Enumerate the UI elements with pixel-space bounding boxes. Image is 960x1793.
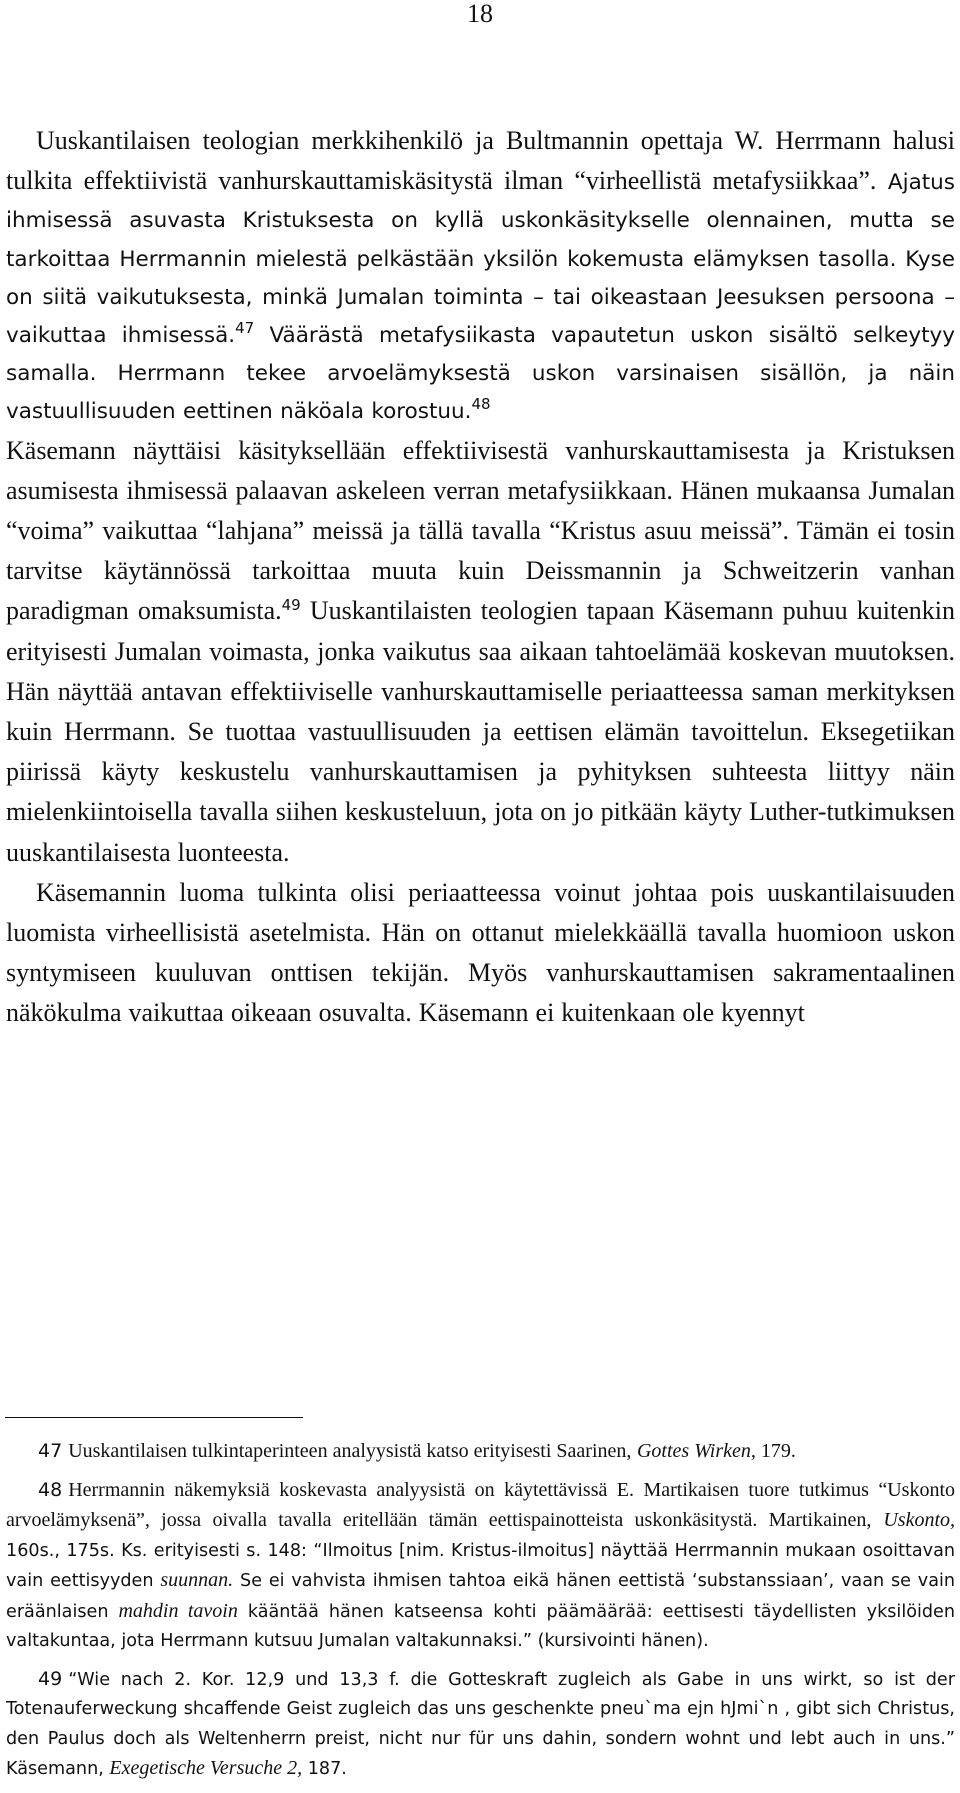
paragraph-1-text-b: Väärästä metafysiikasta vapautetun uskon sisältö selkeytyy samalla. Herrmann tekee arvoelämyksestä uskon varsinaisen sisällön, ja näin vastuullisuuden eettinen näköala korostuu.: [6, 323, 955, 425]
footnote-text: Se ei vahvista ihmisen tahtoa eikä hänen eettistä ‘substanssiaan’, vaan se vain eräänlaisen: [6, 1571, 956, 1622]
footnote-ref-49[interactable]: 49: [281, 596, 301, 615]
footnote-title: Exegetische Versuche 2,: [109, 1757, 303, 1779]
footnote-emphasis: suunnan.: [160, 1569, 234, 1591]
footnote-47: [6, 1437, 955, 1468]
footnote-separator: [5, 1417, 303, 1418]
paragraph-1-text-e: Uuskantilaisten teologien tapaan Käsemann puhuu kuitenkin erityisesti Jumalan voimasta, jonka vaikutus saa aikaan tahtoelämää koskevan muutoksen. Hän näyttää antavan effektiiviselle vanhurskauttamiselle periaatteessa saman merkityksen kuin Herrmann. Se tuottaa vastuullisuuden ja eettisen elämän tavoittelun. Eksegetiikan piirissä käyty keskustelu vanhurskauttamisen ja pyhityksen suhteesta liittyy näin mielenkiintoisella tavalla siihen keskusteluun, jota on jo pitkään käyty Luther-tutkimuksen uuskantilaisesta luonteesta.: [6, 596, 956, 867]
footnote-number: 48: [38, 1478, 63, 1501]
paragraph-1: [6, 122, 955, 874]
footnote-number: 49: [38, 1667, 63, 1690]
footnote-ref-47[interactable]: 47: [235, 319, 255, 338]
footnotes: [0, 1437, 955, 1793]
footnote-text: Herrmannin näkemyksiä koskevasta analyysistä on käytettävissä E. Martikaisen tuore tutkimus “Uskonto arvoelämyksenä”, jossa oivalla tavalla eritellään tämän eettispainotteista uskonkäsitystä. Martikainen,: [6, 1478, 955, 1531]
footnote-number: 47: [38, 1440, 63, 1462]
paragraph-2: [6, 874, 955, 1035]
footnote-title: Gottes Wirken,: [636, 1440, 756, 1462]
paragraph-1-text-c: Käsemann näyttäisi käsityksellään effektiivisestä vanhurskauttamisesta ja Kristuksen asumisesta ihmisessä palaavan askeleen verran metafysiikkaan.: [6, 435, 955, 505]
footnote-text: Uuskantilaisen tulkintaperinteen analyysistä katso erityisesti Saarinen,: [68, 1440, 632, 1462]
main-text: [0, 122, 955, 1035]
paragraph-1-text-d: Hänen mukaansa Jumalan “voima” vaikuttaa “lahjana” meissä ja tällä tavalla “Kristus asuu meissä”. Tämän ei tosin tarvitse käytännössä tarkoittaa muuta kuin Deissmannin ja Schweitzerin vanhan paradigman omaksumista.: [6, 475, 955, 626]
footnote-text: kääntää hänen katseensa kohti päämäärää: eettisesti täydellisten yksilöiden valtakuntaa, jota Herrmann kutsuu Jumalan valtakunnaksi.” (kursivointi hänen).: [6, 1601, 956, 1651]
footnote-title: Uskonto,: [883, 1509, 956, 1531]
paragraph-2-text: Käsemannin luoma tulkinta olisi periaatteessa voinut johtaa pois uuskantilaisuuden luomista virheellisistä asetelmista. Hän on ottanut mielekkäällä tavalla huomioon uskon syntymiseen kuuluvan onttisen tekijän. Myös vanhurskauttamisen sakramentaalinen näkökulma vaikuttaa oikeaan osuvalta. Käsemann ei kuitenkaan ole kyennyt: [6, 877, 955, 1028]
footnote-49: [6, 1665, 955, 1785]
footnote-ref-48[interactable]: 48: [471, 395, 491, 414]
footnote-48: [6, 1476, 955, 1657]
paragraph-1-opening: Uuskantilaisen teologian merkkihenkilö ja Bultmannin opettaja W. Herrmann halusi tulkita effektiivistä vanhurskauttamiskäsitystä ilman “virheellistä metafysiikkaa”.: [6, 126, 955, 196]
paragraph-1-text-a: Ajatus ihmisessä asuvasta Kristuksesta on kyllä uskonkäsitykselle olennainen, mutta se tarkoittaa Herrmannin mielestä pelkästään yksilön kokemusta elämyksen tasolla. Kyse on siitä vaikutuksesta, minkä Jumalan toiminta – tai oikeastaan Jeesuksen persoona – vaikuttaa ihmisessä.: [6, 170, 956, 349]
footnote-text: 160s., 175s. Ks. erityisesti s. 148: “Ilmoitus [nim. Kristus-ilmoitus] näyttää Herrmannin mukaan osoittavan vain eettisyyden: [6, 1540, 955, 1591]
footnote-text: 179.: [755, 1440, 796, 1462]
page-number: 18: [467, 0, 493, 28]
footnote-emphasis: mahdin tavoin: [118, 1599, 238, 1622]
footnote-text: 187.: [302, 1759, 347, 1779]
footnote-text: “Wie nach 2. Kor. 12,9 und 13,3 f. die Gotteskraft zugleich als Gabe in uns wirkt, so ist der Totenauferweckung shcaffende Geist zugleich das uns geschenkte pneu`ma ejn hJmi`n , gibt sich Christus, den Paulus doch als Weltenherrn preist, nicht nur für uns dahin, sondern wohnt und lebt auch in uns.” Käsemann,: [6, 1669, 955, 1779]
